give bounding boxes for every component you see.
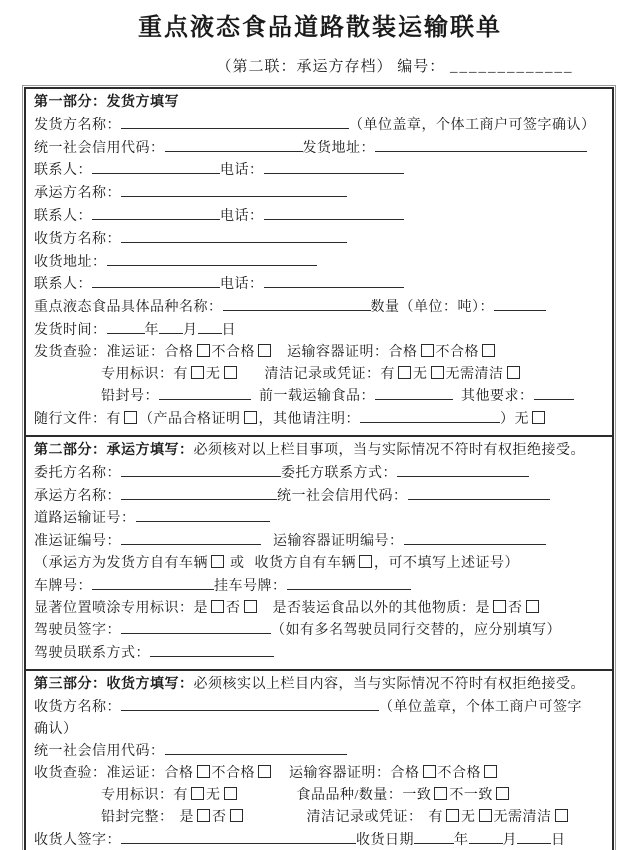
s1-permit-pass-checkbox[interactable]: [197, 344, 210, 357]
receiver-seal-note-line2: 确认）: [34, 721, 78, 737]
receiver-contact-label: 联系人：: [34, 277, 92, 293]
consignor-uscc-field[interactable]: [165, 137, 303, 152]
form-row: [34, 137, 604, 160]
s1-clean-notneeded-label: 无需清洁: [445, 366, 504, 382]
receiver-address-field[interactable]: [107, 251, 317, 266]
s1-container-fail-label: 不合格: [435, 344, 479, 360]
container-cert-no-field[interactable]: [404, 530, 546, 545]
seal-intact-no-label: 否: [212, 809, 227, 825]
form-row: [34, 807, 604, 829]
carrier-phone-field[interactable]: [264, 205, 404, 220]
form-row: [34, 785, 604, 807]
s3-permit-fail-label: 不合格: [211, 766, 255, 782]
receive-inspection-permit-label: 收货查验：准运证：: [34, 766, 165, 782]
carrier-contact-field[interactable]: [92, 205, 220, 220]
receive-day-label: 日: [551, 832, 566, 848]
part2-carrier-heading-title: 第二部分：承运方填写：: [34, 442, 194, 458]
form-row: [34, 228, 604, 251]
spacer: [245, 566, 255, 567]
s3-clean-none-label: 无: [461, 809, 476, 825]
road-transport-cert-label: 道路运输证号：: [34, 511, 136, 527]
s2-carrier-name-label: 承运方名称：: [34, 488, 121, 504]
s3-mark-none-checkbox[interactable]: [224, 787, 237, 800]
ship-year-field[interactable]: [107, 319, 145, 334]
s3-permit-pass-checkbox[interactable]: [197, 765, 210, 778]
s3-container-cert-label: 运输容器证明：: [289, 766, 391, 782]
driver-sign-field[interactable]: [121, 619, 271, 634]
other-materials-yes-checkbox[interactable]: [493, 600, 506, 613]
permit-no-field[interactable]: [121, 530, 261, 545]
other-req-label: 其他要求：: [461, 389, 534, 405]
s3-container-pass-label: 合格: [390, 766, 420, 782]
carrier-name-label: 承运方名称：: [34, 186, 121, 202]
carrier-phone-label: 电话：: [220, 208, 264, 224]
form-row: [34, 598, 604, 620]
part1-consignor: [26, 89, 612, 435]
s1-clean-has-checkbox[interactable]: [398, 366, 411, 379]
receiver-phone-label: 电话：: [220, 277, 264, 293]
s1-container-fail-checkbox[interactable]: [482, 344, 495, 357]
s1-permit-pass-label: 合格: [164, 344, 194, 360]
plate-no-label: 车牌号：: [34, 578, 92, 594]
plate-no-field[interactable]: [92, 575, 214, 590]
receive-month-label: 月: [502, 832, 517, 848]
receiver-owned-box-checkbox[interactable]: [359, 555, 372, 568]
container-cert-no-label: 运输容器证明编号：: [273, 534, 404, 550]
docs-no-label: 无: [514, 412, 529, 428]
s3-container-fail-label: 不合格: [437, 766, 481, 782]
s3-clean-has-label: 有: [428, 809, 443, 825]
s1-container-pass-checkbox[interactable]: [421, 344, 434, 357]
s3-receiver-name-field[interactable]: [121, 696, 379, 711]
consignor-name-field[interactable]: [121, 114, 349, 129]
s1-container-cert-label: 运输容器证明：: [287, 344, 389, 360]
food-match-label: 食品品种/数量：: [296, 787, 403, 803]
serial-number-blank[interactable]: _____________: [450, 59, 574, 75]
previous-cargo-label: 前一载运输食品：: [259, 389, 375, 405]
other-materials-no-label: 否: [508, 600, 523, 616]
serial-number-label: 编号：: [397, 59, 446, 75]
receiver-sign-label: 收货人签字：: [34, 832, 121, 848]
s3-special-mark-label: 专用标识：: [101, 787, 174, 803]
year-label: 年: [144, 322, 159, 338]
product-cert-label: （产品合格证明: [139, 412, 241, 428]
driver-sign-label: 驾驶员签字：: [34, 623, 121, 639]
s1-mark-none-label: 无: [206, 366, 221, 382]
form-row: [34, 319, 604, 342]
client-name-field[interactable]: [121, 462, 281, 477]
part1-consignor-heading: [34, 92, 604, 114]
ship-date-label: 发货时间：: [34, 322, 107, 338]
client-name-label: 委托方名称：: [34, 465, 121, 481]
day-label: 日: [221, 322, 236, 338]
consignor-seal-note: （单位盖章，个体工商户可签字确认）: [349, 117, 596, 133]
docs-yes-label: 有: [106, 412, 121, 428]
receive-year-field[interactable]: [414, 829, 454, 844]
form-row: [34, 342, 604, 364]
trailer-plate-label: 挂车号牌：: [214, 578, 287, 594]
form-row: [34, 530, 604, 553]
s1-container-pass-label: 合格: [388, 344, 418, 360]
form-row: [34, 273, 604, 296]
carrier-name-field[interactable]: [121, 182, 347, 197]
quantity-label: 数量（单位：吨）：: [370, 300, 494, 316]
s3-mark-has-label: 有: [173, 787, 188, 803]
client-contact-field[interactable]: [397, 462, 529, 477]
month-label: 月: [183, 322, 198, 338]
road-transport-cert-field[interactable]: [136, 507, 270, 522]
receiver-sign-field[interactable]: [121, 829, 356, 844]
other-req-field[interactable]: [534, 385, 574, 400]
seal-no-label: 铅封号：: [101, 389, 159, 405]
quantity-field[interactable]: [494, 296, 546, 311]
spacer: [273, 776, 289, 777]
form-row: [34, 114, 604, 137]
permit-no-label: 准运证编号：: [34, 534, 121, 550]
docs-close-paren: ）: [500, 412, 515, 428]
docs-no-checkbox[interactable]: [532, 411, 545, 424]
s3-permit-pass-label: 合格: [164, 766, 194, 782]
form-row: [34, 296, 604, 319]
mark-painted-yes-checkbox[interactable]: [211, 600, 224, 613]
s1-permit-fail-label: 不合格: [211, 344, 255, 360]
waybill-form-border: [22, 85, 616, 850]
form-subtitle: [0, 55, 640, 76]
part2-carrier-heading: [34, 440, 604, 462]
part3-receiver-heading-title: 第三部分：收货方填写：: [34, 676, 194, 692]
receiver-name-label: 收货方名称：: [34, 231, 121, 247]
spacer: [273, 355, 287, 356]
s3-mark-none-label: 无: [206, 787, 221, 803]
s2-carrier-name-field[interactable]: [121, 485, 277, 500]
form-row: [34, 251, 604, 274]
other-materials-yes-label: 是: [475, 600, 490, 616]
s1-mark-has-checkbox[interactable]: [191, 366, 204, 379]
other-materials-label: 是否装运食品以外的其他物质：: [272, 600, 476, 616]
s1-mark-none-checkbox[interactable]: [224, 366, 237, 379]
s3-clean-none-checkbox[interactable]: [479, 809, 492, 822]
or-label: 或: [226, 555, 245, 571]
part2-carrier-heading-note: 必须核对以上栏目事项，当与实际情况不符时有权拒绝接受。: [193, 442, 585, 458]
form-row: [34, 575, 604, 598]
consignor-contact-field[interactable]: [92, 159, 220, 174]
form-row: [34, 462, 604, 485]
part1-consignor-heading-title: 第一部分：发货方填写: [34, 95, 179, 110]
spacer: [239, 377, 265, 378]
docs-yes-checkbox[interactable]: [124, 411, 137, 424]
spacer: [239, 798, 297, 799]
trailer-plate-field[interactable]: [287, 575, 411, 590]
receive-date-label: 收货日期: [356, 832, 414, 848]
form-row: [34, 408, 604, 431]
food-match-yes-label: 一致: [402, 787, 432, 803]
receiver-phone-field[interactable]: [264, 273, 404, 288]
food-match-no-label: 不一致: [449, 787, 493, 803]
other-materials-no-checkbox[interactable]: [526, 600, 539, 613]
seal-intact-no-checkbox[interactable]: [230, 809, 243, 822]
consignor-contact-label: 联系人：: [34, 163, 92, 179]
carrier-uscc-field[interactable]: [408, 485, 550, 500]
receiver-name-field[interactable]: [121, 228, 347, 243]
part2-carrier: [26, 435, 612, 669]
carrier-uscc-label: 统一社会信用代码：: [277, 488, 408, 504]
docs-note-field[interactable]: [360, 408, 500, 423]
s3-container-fail-checkbox[interactable]: [484, 765, 497, 778]
client-contact-label: 委托方联系方式：: [281, 465, 397, 481]
s1-clean-record-label: 清洁记录或凭证：: [264, 366, 381, 382]
part3-receiver: [26, 669, 612, 850]
s3-container-pass-checkbox[interactable]: [423, 765, 436, 778]
carrier-contact-label: 联系人：: [34, 208, 92, 224]
spacer: [453, 399, 461, 400]
previous-cargo-field[interactable]: [375, 385, 453, 400]
spacer: [261, 544, 273, 545]
form-row: [34, 485, 604, 508]
form-row: [34, 385, 604, 408]
food-match-yes-checkbox[interactable]: [434, 787, 447, 800]
s3-clean-record-label: 清洁记录或凭证：: [306, 809, 423, 825]
food-match-no-checkbox[interactable]: [496, 787, 509, 800]
receive-month-field[interactable]: [469, 829, 503, 844]
receive-day-field[interactable]: [517, 829, 551, 844]
seal-intact-label: 铅封完整：: [101, 809, 174, 825]
consignor-phone-label: 电话：: [220, 163, 264, 179]
form-row: [34, 763, 604, 785]
s1-mark-has-label: 有: [173, 366, 188, 382]
receiver-seal-note-line1: （单位盖章，个体工商户可签字: [379, 699, 582, 715]
s1-special-mark-label: 专用标识：: [101, 366, 174, 382]
seal-no-field[interactable]: [159, 385, 251, 400]
ship-month-field[interactable]: [159, 319, 183, 334]
mark-painted-yes-label: 是: [193, 600, 208, 616]
docs-label: 随行文件：: [34, 412, 107, 428]
receiver-uscc-label: 统一社会信用代码：: [34, 744, 165, 760]
ship-day-field[interactable]: [198, 319, 222, 334]
receiver-address-label: 收货地址：: [34, 254, 107, 270]
spacer: [251, 399, 259, 400]
form-row: [34, 159, 604, 182]
s3-receiver-name-label: 收货方名称：: [34, 699, 121, 715]
ship-address-field[interactable]: [375, 137, 587, 152]
form-row: [34, 182, 604, 205]
consignor-name-label: 发货方名称：: [34, 117, 121, 133]
driver-sign-note: （如有多名驾驶员同行交替的，应分别填写）: [271, 623, 561, 639]
form-row: [34, 740, 604, 763]
part3-receiver-heading: [34, 674, 604, 696]
spacer: [245, 820, 307, 821]
s1-clean-none-checkbox[interactable]: [431, 366, 444, 379]
spacer: [259, 611, 273, 612]
driver-contact-label: 驾驶员联系方式：: [34, 646, 150, 662]
consignor-owned-label: （承运方为发货方自有车辆: [34, 555, 208, 571]
mark-painted-no-label: 否: [226, 600, 241, 616]
mark-painted-label: 显著位置喷涂专用标识：: [34, 600, 194, 616]
form-row: [34, 553, 604, 575]
form-row: [34, 364, 604, 386]
consignor-owned-box-checkbox[interactable]: [211, 555, 224, 568]
s3-clean-notneeded-label: 无需清洁: [493, 809, 552, 825]
waybill-form: [24, 87, 614, 850]
seal-intact-yes-checkbox[interactable]: [197, 809, 210, 822]
form-row: [34, 205, 604, 228]
seal-intact-yes-label: 是: [179, 809, 194, 825]
form-title: 重点液态食品道路散装运输联单: [138, 15, 502, 41]
s3-mark-has-checkbox[interactable]: [191, 787, 204, 800]
s3-permit-fail-checkbox[interactable]: [258, 765, 271, 778]
receiver-contact-field[interactable]: [92, 273, 220, 288]
form-row: [34, 719, 604, 741]
consignor-phone-field[interactable]: [264, 159, 404, 174]
copy-note: （第二联：承运方存档）: [216, 59, 393, 75]
product-cert-box-checkbox[interactable]: [244, 411, 257, 424]
s3-clean-notneeded-checkbox[interactable]: [555, 809, 568, 822]
food-variety-label: 重点液态食品具体品种名称：: [34, 300, 223, 316]
part3-receiver-heading-note: 必须核实以上栏目内容，当与实际情况不符时有权拒绝接受。: [193, 676, 585, 692]
form-row: [34, 507, 604, 530]
consignor-uscc-label: 统一社会信用代码：: [34, 140, 165, 156]
s1-clean-none-label: 无: [413, 366, 428, 382]
receive-year-label: 年: [454, 832, 469, 848]
receiver-uscc-field[interactable]: [165, 740, 347, 755]
ship-inspection-permit-label: 发货查验：准运证：: [34, 344, 165, 360]
docs-note-label: ，其他请注明：: [258, 412, 360, 428]
form-row: [34, 696, 604, 719]
receiver-owned-label: 收货方自有车辆: [254, 555, 356, 571]
s1-permit-fail-checkbox[interactable]: [258, 344, 271, 357]
mark-painted-no-checkbox[interactable]: [244, 600, 257, 613]
owned-vehicle-note: ，可不填写上述证号）: [374, 555, 519, 571]
form-row: [34, 642, 604, 665]
form-row: [34, 829, 604, 850]
driver-contact-field[interactable]: [150, 642, 274, 657]
s1-clean-has-label: 有: [380, 366, 395, 382]
s1-clean-notneeded-checkbox[interactable]: [507, 366, 520, 379]
food-variety-field[interactable]: [223, 296, 371, 311]
s3-clean-has-checkbox[interactable]: [446, 809, 459, 822]
form-row: [34, 619, 604, 642]
ship-address-label: 发货地址：: [302, 140, 375, 156]
